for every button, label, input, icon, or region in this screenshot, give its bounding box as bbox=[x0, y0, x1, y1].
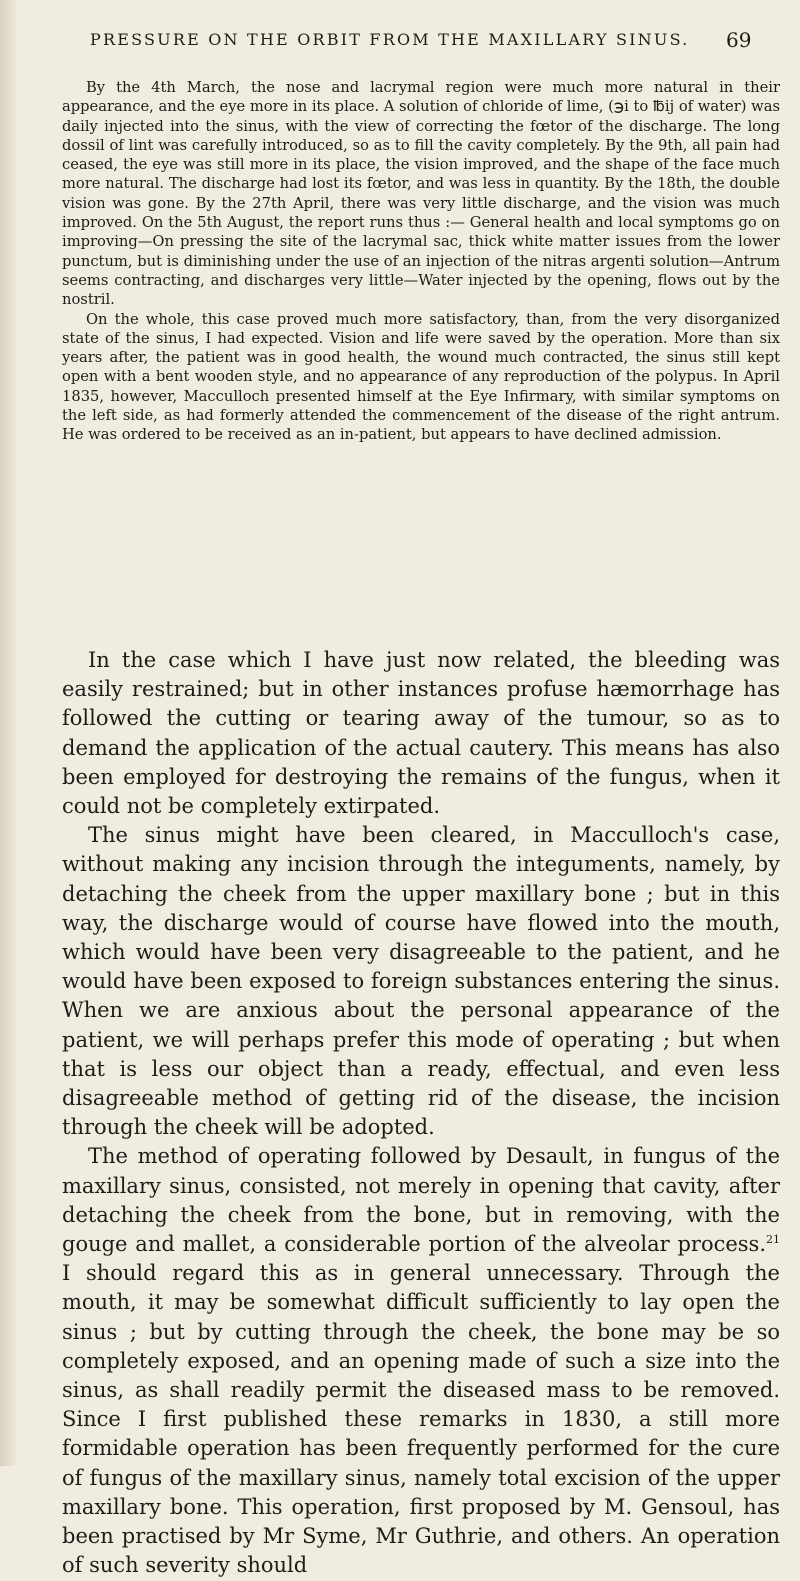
discussion-paragraph-3 bbox=[62, 1142, 780, 1580]
case-report-text bbox=[62, 78, 780, 445]
discussion-paragraph-1: In the case which I have just now related, the bleeding was easily restrained; but in other instances profuse hæmorrhage has followed the cutting or tearing away of the tumour, so as to demand the application of the actual cautery. This means has also been employed for destroying the remains of the fungus, when it could not be completely extirpated. bbox=[62, 648, 780, 819]
page-header bbox=[0, 30, 800, 58]
discussion-text bbox=[62, 646, 780, 1581]
case-report-paragraph-2: On the whole, this case proved much more satisfactory, than, from the very disorganized state of the sinus, I had expected. Vision and life were saved by the operation. More than six years after, the patient was in good health, the wound much contracted, the sinus still kept open with a bent wooden style, and no appearance of any reproduction of the polypus. In April 1835, however, Macculloch presented himself at the Eye Infirmary, with similar symptoms on the left side, as had formerly attended the commencement of the disease of the right antrum. He was ordered to be received as an in-patient, but appears to have declined admission. bbox=[62, 310, 780, 444]
running-head: PRESSURE ON THE ORBIT FROM THE MAXILLARY SINUS. bbox=[90, 30, 690, 49]
case-report-paragraph-1: By the 4th March, the nose and lacrymal region were much more natural in their appearance, and the eye more in its place. A solution of chloride of lime, (℈i to ℔ij of water) was daily injected into the sinus, with the view of correcting the fœtor of the discharge. The long dossil of lint was carefully introduced, so as to fill the cavity completely. By the 9th, all pain had ceased, the eye was still more in its place, the vision improved, and the shape of the face much more natural. The discharge had lost its fœtor, and was less in quantity. By the 18th, the double vision was gone. By the 27th April, there was very little discharge, and the vision was much improved. On the 5th August, the report runs thus :— General health and local symptoms go on improving—On pressing the site of the lacrymal sac, thick white matter issues from the lower punctum, but is diminishing under the use of an injection of the nitras argenti solution—Antrum seems contracting, and discharges very little—Water injected by the opening, flows out by the nostril. bbox=[62, 79, 780, 309]
page-number: 69 bbox=[726, 28, 752, 52]
paragraph-3-text-b: I should regard this as in general unnecessary. Through the mouth, it may be somewhat difficult sufficiently to lay open the sinus ; but by cutting through the cheek, the bone may be so completely exposed, and an opening made of such a size into the sinus, as shall readily permit the diseased mass to be removed. Since I first published these remarks in 1830, a still more formidable operation has been frequently performed for the cure of fungus of the maxillary sinus, namely total excision of the upper maxillary bone. This operation, first proposed by M. Gensoul, has been practised by Mr Syme, Mr Guthrie, and others. An operation of such severity should bbox=[62, 1261, 780, 1578]
paragraph-3-text-a: The method of operating followed by Desault, in fungus of the maxillary sinus, consisted, not merely in opening that cavity, after detaching the cheek from the bone, but in removing, with the gouge and mallet, a considerable portion of the alveolar process. bbox=[62, 1144, 780, 1257]
page-edge-shadow bbox=[0, 0, 18, 1466]
discussion-paragraph-2: The sinus might have been cleared, in Macculloch's case, without making any incision through the integuments, namely, by detaching the cheek from the upper maxillary bone ; but in this way, the discharge would of course have flowed into the mouth, which would have been very disagreeable to the patient, and he would have been exposed to foreign substances entering the sinus. When we are anxious about the personal appearance of the patient, we will perhaps prefer this mode of operating ; but when that is less our object than a ready, effectual, and even less disagreeable method of getting rid of the disease, the incision through the cheek will be adopted. bbox=[62, 823, 780, 1140]
footnote-marker-21: 21 bbox=[766, 1233, 780, 1247]
